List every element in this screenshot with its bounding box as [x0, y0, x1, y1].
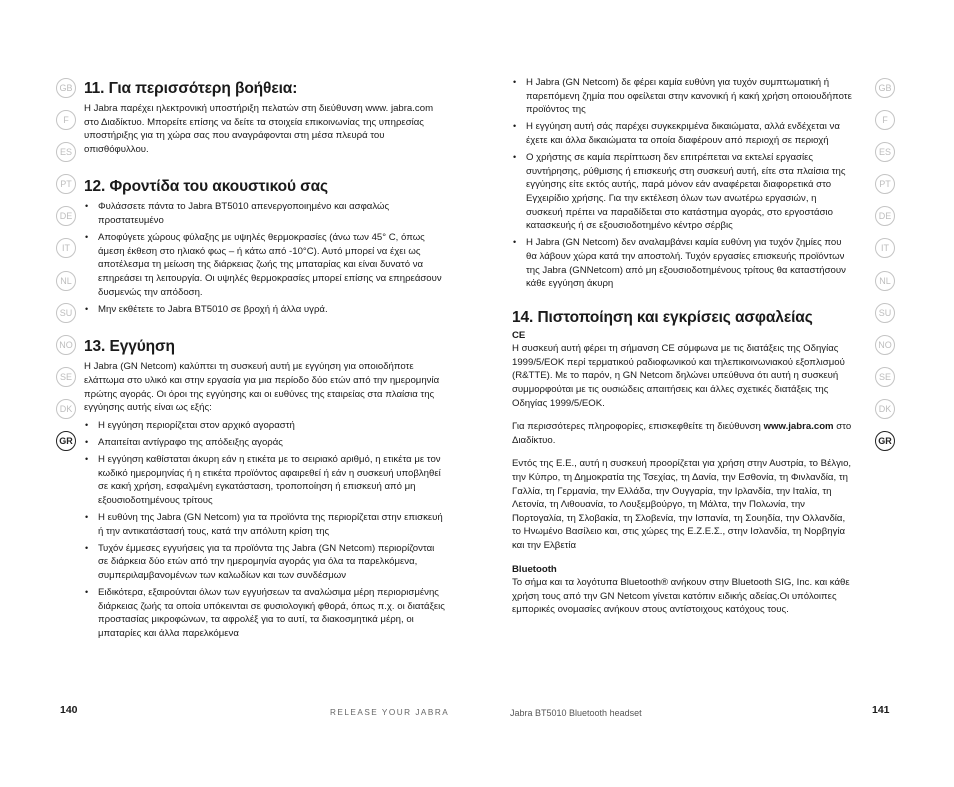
- footer-model: Jabra BT5010 Bluetooth headset: [510, 708, 642, 718]
- language-tab-f[interactable]: F: [56, 110, 76, 130]
- language-tab-it[interactable]: IT: [56, 238, 76, 258]
- language-tab-de[interactable]: DE: [875, 206, 895, 226]
- section-13-text: Η Jabra (GN Netcom) καλύπτει τη συσκευή αυτή με εγγύηση για οποιοδήποτε ελάττωμα στο υλικό και στην εργασία για μια περίοδο δύο ετών από την ημερομηνία πρώτης αγοράς. Οι όροι της εγγύησης και οι ευθύνες της εταιρείας στα πλαίσια της εγγύησης αυτής είναι ως εξής:: [84, 361, 440, 414]
- section-13-title: 13. Εγγύηση: [84, 338, 175, 356]
- list-item: • Η Jabra (GN Netcom) δεν αναλαμβάνει καμία ευθύνη για τυχόν ζημίες που θα λάβουν χώρα κατά την αποστολή. Τυχόν εργασίες επισκευής προϊόντων της Jabra (GNNetcom) από μη εξουσιοδοτημένους τρίτους θα καταστήσουν κάθε εγγύηση άκυρη: [512, 236, 852, 290]
- list-item: • Αποφύγετε χώρους φύλαξης με υψηλές θερμοκρασίες (άνω των 45° C, όπως άμεση έκθεση στο ηλιακό φως – ή κάτω από -10°C). Αυτό μπορεί να έχει ως αποτέλεσμα τη μείωση της διάρκειας ζωής της μπαταρίας και είναι δυνατό να επηρεάσει τη λειτουργία. Οι υψηλές θερμοκρασίες μπορεί επίσης να επηρεάσουν δυσμενώς την απόδοση.: [84, 231, 446, 299]
- language-tab-nl[interactable]: NL: [56, 271, 76, 291]
- list-item: • Η εγγύηση περιορίζεται στον αρχικό αγοραστή: [84, 419, 446, 433]
- section-12-list: [84, 200, 446, 316]
- list-item: • Η ευθύνη της Jabra (GN Netcom) για τα προϊόντα της περιορίζεται στην επισκευή ή την αντικατάστασή τους, κατά την απόλυτη κρίση της: [84, 511, 446, 538]
- section-14-title: 14. Πιστοποίηση και εγκρίσεις ασφαλείας: [512, 308, 813, 326]
- list-item: • Ο χρήστης σε καμία περίπτωση δεν επιτρέπεται να εκτελεί εργασίες συντήρησης, ρύθμισης ή επισκευής στη συσκευή αυτή, είτε στα πλαίσια της εγγύησης είτε εκτός αυτής, παρά μόνον εάν αναφέρεται διαφορετικά στο Εγχειρίδιο χρήσης. Για την εκτέλεση όλων των ανωτέρω εργασιών, η συσκευή πρέπει να παραδίδεται στο κατάστημα αγοράς, στο εργοστάσιο κατασκευής ή σε εξουσιοδοτημένο κέντρο σέρβις: [512, 151, 852, 233]
- list-item: • Τυχόν έμμεσες εγγυήσεις για τα προϊόντα της Jabra (GN Netcom) περιορίζονται σε διάρκεια δύο ετών από την ημερομηνία αγοράς για όλα τα παρελκόμενα, συμπεριλαμβανομένων των καλωδίων και των συνδέσμων: [84, 542, 446, 583]
- list-item: • Φυλάσσετε πάντα το Jabra BT5010 απενεργοποιημένο και ασφαλώς προστατευμένο: [84, 200, 446, 227]
- language-tab-dk[interactable]: DK: [875, 399, 895, 419]
- language-tab-gr-active[interactable]: GR: [56, 431, 76, 451]
- language-tab-gr-active[interactable]: GR: [875, 431, 895, 451]
- left-page-content: [84, 80, 446, 651]
- language-index-left: [56, 78, 78, 463]
- list-item: • Η Jabra (GN Netcom) δε φέρει καμία ευθύνη για τυχόν συμπτωματική ή παρεπόμενη ζημία που οφείλεται στην κανονική ή κακή χρήση οποιουδήποτε προϊόντος της: [512, 76, 852, 117]
- language-tab-dk[interactable]: DK: [56, 399, 76, 419]
- jabra-website-link[interactable]: www.jabra.com: [763, 421, 834, 433]
- list-item: • Απαιτείται αντίγραφο της απόδειξης αγοράς: [84, 436, 446, 450]
- more-info-suffix: στο Διαδίκτυο.: [512, 421, 852, 446]
- page-number-right: 141: [872, 704, 890, 716]
- language-tab-es[interactable]: ES: [56, 142, 76, 162]
- language-tab-se[interactable]: SE: [875, 367, 895, 387]
- ce-heading: CE: [512, 329, 526, 341]
- language-tab-no[interactable]: NO: [56, 335, 76, 355]
- footer-tagline: RELEASE YOUR JABRA: [330, 708, 450, 717]
- list-item: • Ειδικότερα, εξαιρούνται όλων των εγγυήσεων τα αναλώσιμα μέρη περιορισμένης διάρκειας ζωής τα οποία υπόκεινται σε φυσιολογική φθορά, όπως π.χ. οι διατάξεις προστασίας μικροφώνων, τα αφρολέξ για το αυτί, τα διακοσμητικά μέρη, οι μπαταρίες και άλλα παρελκόμενα: [84, 586, 446, 640]
- language-tab-de[interactable]: DE: [56, 206, 76, 226]
- language-tab-es[interactable]: ES: [875, 142, 895, 162]
- right-page-content: [512, 76, 852, 627]
- section-11-title: 11. Για περισσότερη βοήθεια:: [84, 80, 298, 97]
- warranty-list-continued: [512, 76, 852, 291]
- language-tab-it[interactable]: IT: [875, 238, 895, 258]
- language-tab-nl[interactable]: NL: [875, 271, 895, 291]
- page-number-left: 140: [60, 704, 78, 716]
- section-12-title: 12. Φροντίδα του ακουστικού σας: [84, 178, 328, 196]
- language-index-right: [875, 78, 897, 463]
- more-info-text: [512, 420, 852, 447]
- language-tab-gb[interactable]: GB: [56, 78, 76, 98]
- list-item: • Η εγγύηση καθίσταται άκυρη εάν η ετικέτα με το σειριακό αριθμό, η ετικέτα με τον κωδικό ημερομηνίας ή η ετικέτα προϊόντος αφαιρεθεί ή εάν η συσκευή υποβληθεί σε κακή χρήση, εσφαλμένη εγκατάσταση, τροποποίηση ή επισκευή από μη εξουσιοδοτημένους τρίτους: [84, 453, 446, 507]
- bluetooth-text: Το σήμα και τα λογότυπα Bluetooth® ανήκουν στην Bluetooth SIG, Inc. και κάθε χρήση τους από την GN Netcom γίνεται κατόπιν ειδικής αδείας.Οι υπόλοιπες εμπορικές ονομασίες ανήκουν στους αντίστοιχους κατόχους τους.: [512, 577, 850, 616]
- ce-text: Η συσκευή αυτή φέρει τη σήμανση CE σύμφωνα με τις διατάξεις της Οδηγίας 1999/5/ΕΟΚ περί τερματικού ραδιοφωνικού και τηλεπικοινωνιακού εξοπλισμού (R&TTE). Με το παρόν, η GN Netcom δηλώνει υπεύθυνα ότι αυτή η συσκευή συμμορφούται με τις ουσιώδεις απαιτήσεις και άλλες σχετικές διατάξεις της Οδηγίας 1999/5/ΕΟΚ.: [512, 343, 845, 409]
- language-tab-pt[interactable]: PT: [875, 174, 895, 194]
- list-item: • Μην εκθέτετε το Jabra BT5010 σε βροχή ή άλλα υγρά.: [84, 303, 446, 317]
- language-tab-pt[interactable]: PT: [56, 174, 76, 194]
- section-13-list: [84, 419, 446, 641]
- language-tab-su[interactable]: SU: [875, 303, 895, 323]
- language-tab-su[interactable]: SU: [56, 303, 76, 323]
- right-page: [477, 0, 954, 787]
- list-item: • Η εγγύηση αυτή σάς παρέχει συγκεκριμένα δικαιώματα, αλλά ενδέχεται να έχετε και άλλα δικαιώματα τα οποία διαφέρουν από περιοχή σε περιοχή: [512, 120, 852, 147]
- section-11-text: Η Jabra παρέχει ηλεκτρονική υποστήριξη πελατών στη διεύθυνση www. jabra.com στο Διαδίκτυο. Μπορείτε επίσης να δείτε τα στοιχεία επικοινωνίας της υπηρεσίας υποστήριξης για τη χώρα σας που αναγράφονται στη μέσα πλευρά του οπισθόφυλλου.: [84, 103, 434, 155]
- language-tab-f[interactable]: F: [875, 110, 895, 130]
- bluetooth-heading: Bluetooth: [512, 563, 557, 575]
- language-tab-se[interactable]: SE: [56, 367, 76, 387]
- language-tab-gb[interactable]: GB: [875, 78, 895, 98]
- language-tab-no[interactable]: NO: [875, 335, 895, 355]
- eu-countries-text: Εντός της Ε.Ε., αυτή η συσκευή προορίζεται για χρήση στην Αυστρία, το Βέλγιο, την Κύπρο, τη Δημοκρατία της Τσεχίας, τη Δανία, την Εσθονία, τη Φινλανδία, τη Γαλλία, τη Γερμανία, την Ελλάδα, την Ουγγαρία, την Ιρλανδία, την Ιταλία, τη Λετονία, τη Λιθουανία, το Λουξεμβούργο, τη Μάλτα, την Πολωνία, την Πορτογαλία, τη Σλοβακία, τη Σλοβενία, την Ισπανία, τη Σουηδία, την Ολλανδία, το Ηνωμένο Βασίλειο και, στις χώρες της Ε.Ζ.Ε.Σ., στην Ισλανδία, τη Νορβηγία και την Ελβετία: [512, 458, 852, 551]
- more-info-prefix: Για περισσότερες πληροφορίες, επισκεφθείτε τη διεύθυνση: [512, 421, 764, 433]
